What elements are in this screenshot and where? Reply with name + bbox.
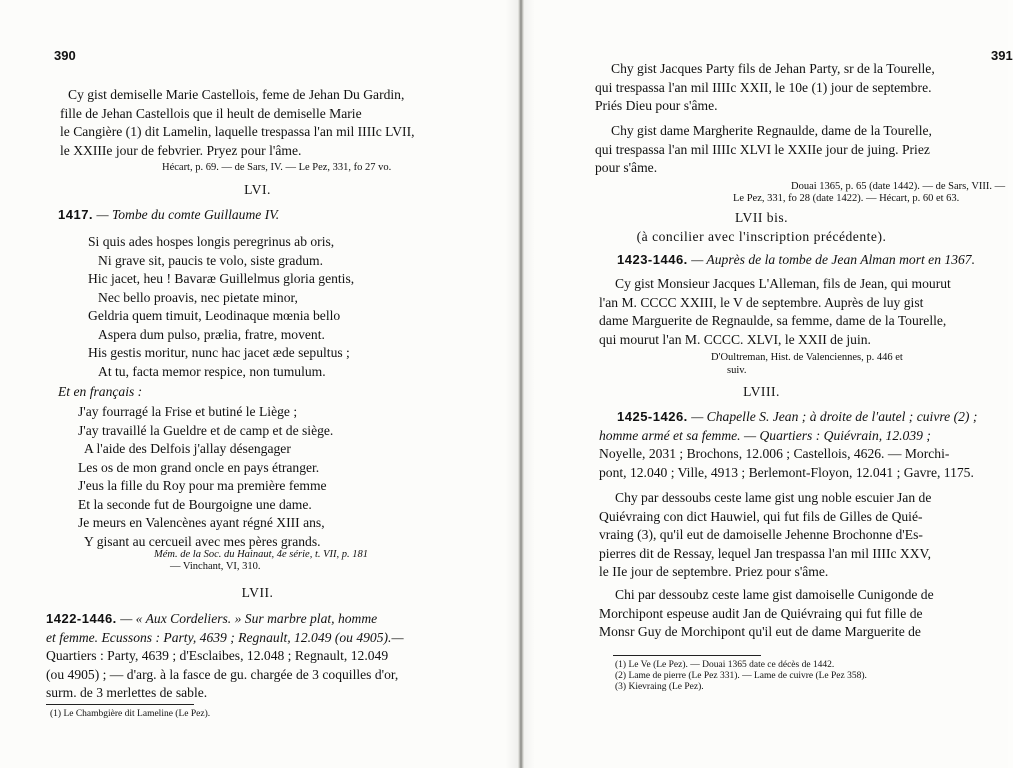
text-line: qui trespassa l'an mil IIIIc XXII, le 10e (1) jour de septembre. (595, 79, 932, 95)
footnote-rule (46, 704, 194, 705)
text-line: Priés Dieu pour s'âme. (595, 98, 718, 113)
footnote-rule (613, 655, 761, 656)
footnotes (615, 660, 867, 693)
text-line: Chy gist Jacques Party fils de Jehan Party, sr de la Tourelle, (611, 61, 935, 76)
source-reference: Douai 1365, p. 65 (date 1442). — de Sars, VIII. — (791, 181, 1006, 192)
entry-number: 1417. (58, 207, 94, 222)
entry-number: 1423-1446. (617, 252, 688, 267)
verse-line: Ni grave sit, paucis te volo, siste gradum. (98, 252, 324, 268)
entry-text: — Chapelle S. Jean ; à droite de l'autel ; cuivre (2) ; (691, 409, 978, 424)
entry-1425 (599, 408, 978, 482)
entry-text: Noyelle, 2031 ; Brochons, 12.006 ; Castellois, 4626. — Morchi- (599, 446, 950, 461)
text-line: Morchipont espeuse audit Jan de Quiévraing qui fut fille de (599, 605, 923, 621)
verse-line: At tu, facta memor respice, non tumulum. (98, 363, 326, 379)
quievraing-inscription (599, 489, 931, 582)
verse-line: Et la seconde fut de Bourgoigne une dame. (78, 496, 312, 512)
text-line: l'an M. CCCC XXIII, le V de septembre. Auprès de luy gist (599, 294, 924, 310)
entry-number: 1425-1426. (617, 409, 688, 424)
verse-line: His gestis moritur, nunc hac jacet æde sepultus ; (88, 345, 350, 360)
text-line: vraing (3), qu'il eut de damoiselle Jehenne Brochonne d'Es- (599, 527, 923, 542)
text-line: dame Marguerite de Regnaulde, sa femme, dame de la Tourelle, (599, 313, 947, 328)
footnote: (3) Kievraing (Le Pez). (615, 682, 704, 692)
section-heading: LVII. (241, 585, 274, 600)
verse-line: J'ay fourragé la Frise et butiné le Liège ; (78, 404, 298, 419)
text-line: fille de Jehan Castellois que il heult de demiselle Marie (60, 105, 362, 121)
verse-line: Y gisant au cercueil avec mes pères grands. (84, 533, 321, 549)
entry-text: — « Aux Cordeliers. » Sur marbre plat, homme (120, 611, 378, 626)
footnote: (1) Le Ve (Le Pez). — Douai 1365 date ce décès de 1442. (615, 660, 835, 670)
verse-line: Je meurs en Valencènes ayant régné XIII ans, (78, 515, 325, 530)
text-line: Cy gist demiselle Marie Castellois, feme de Jehan Du Gardin, (68, 87, 405, 102)
entry-text: (ou 4905) ; — d'arg. à la fasce de gu. chargée de 3 coquilles d'or, (46, 666, 399, 682)
text-line: pour s'âme. (595, 160, 658, 175)
entry-text: homme armé et sa femme. — Quartiers : Quiévrain, 12.039 ; (599, 427, 931, 443)
text-line: le IIe jour de septembre. Priez pour s'âme. (599, 564, 829, 579)
text-line: qui mourut l'an M. CCCC. XLVI, le XXII de juin. (599, 331, 871, 347)
verse-line: J'eus la fille du Roy pour ma première femme (78, 478, 327, 493)
verse-line: J'ay travaillé la Gueldre et de camp et de siège. (78, 422, 334, 438)
verse-line: Aspera dum pulso, prælia, fratre, movent. (98, 326, 325, 342)
verse-line: A l'aide des Delfois j'allay désengager (84, 441, 291, 456)
french-epitaph (78, 403, 333, 551)
text-line: Chi par dessoubz ceste lame gist damoiselle Cunigonde de (615, 587, 934, 602)
text-line: Chy gist dame Margherite Regnaulde, dame de la Tourelle, (611, 123, 932, 138)
right-page (515, 0, 1013, 768)
alleman-inscription (599, 275, 951, 349)
entry-number: 1422-1446. (46, 611, 117, 626)
text-line: qui trespassa l'an mil IIIIc XLVI le XXIIe jour de juing. Priez (595, 141, 930, 157)
source-reference: Le Pez, 331, fo 28 (date 1422). — Hécart, p. 60 et 63. (733, 193, 960, 204)
entry-text: pont, 12.040 ; Ville, 4913 ; Berlemont-Floyon, 12.041 ; Gavre, 1175. (599, 464, 974, 480)
entry-text: surm. de 3 merlettes de sable. (46, 685, 208, 700)
source-reference: suiv. (727, 365, 747, 376)
section-heading: LVI. (244, 182, 271, 197)
entry-heading-1423 (617, 252, 975, 268)
source-reference (711, 352, 903, 364)
page-number: 390 (54, 48, 76, 63)
party-inscription (595, 60, 935, 116)
entry-heading-1417 (58, 207, 279, 223)
footnote: (2) Lame de pierre (Le Pez 331). — Lame de cuivre (Le Pez 358). (615, 671, 867, 681)
intro-inscription (60, 86, 415, 160)
entry-title: — Auprès de la tombe de Jean Alman mort en 1367. (691, 252, 975, 267)
translation-label: Et en français : (58, 384, 143, 399)
text-line: Cy gist Monsieur Jacques L'Alleman, fils de Jean, qui mourut (615, 276, 951, 291)
section-heading: LVII bis. (734, 210, 789, 225)
regnaulde-inscription (595, 122, 932, 178)
entry-1422 (46, 610, 404, 703)
verse-line: Si quis ades hospes longis peregrinus ab oris, (88, 234, 335, 249)
entry-title: — Tombe du comte Guillaume IV. (96, 207, 280, 222)
source-reference-text: D'Oultreman, Hist. de Valenciennes, p. 446 et (711, 352, 903, 363)
text-line: le XXIIIe jour de febvrier. Pryez pour l'âme. (60, 142, 302, 158)
text-line: le Cangière (1) dit Lamelin, laquelle trespassa l'an mil IIIIc LVII, (60, 124, 415, 139)
text-line: Monsr Guy de Morchipont qu'il eut de dame Marguerite de (599, 624, 921, 639)
entry-text: et femme. Ecussons : Party, 4639 ; Regnault, 12.049 (ou 4905).— (46, 629, 404, 645)
source-reference: Mém. de la Soc. du Hainaut, 4e série, t. VII, p. 181 (154, 549, 369, 560)
latin-epitaph (88, 233, 354, 381)
entry-text: Quartiers : Party, 4639 ; d'Esclaibes, 12.048 ; Regnault, 12.049 (46, 648, 389, 663)
source-reference: Hécart, p. 69. — de Sars, IV. — Le Pez, 331, fo 27 vo. (162, 162, 392, 173)
section-note: (à concilier avec l'inscription précédente). (636, 229, 887, 244)
verse-line: Les os de mon grand oncle en pays étranger. (78, 459, 320, 475)
page-number: 391 (991, 48, 1013, 63)
footnote: (1) Le Chambgière dit Lameline (Le Pez). (50, 709, 211, 719)
section-heading: LVIII. (743, 384, 780, 399)
text-line: pierres dit de Ressay, lequel Jan trespassa l'an mil IIIIc XXV, (599, 545, 932, 561)
morchipont-inscription (599, 586, 934, 642)
source-reference: — Vinchant, VI, 310. (170, 561, 261, 572)
text-line: Chy par dessoubs ceste lame gist ung noble escuier Jan de (615, 490, 932, 505)
text-line: Quiévraing con dict Hauwiel, qui fut fils de Gilles de Quié- (599, 508, 923, 524)
verse-line: Hic jacet, heu ! Bavaræ Guillelmus gloria gentis, (88, 271, 355, 286)
verse-line: Geldria quem timuit, Leodinaque mœnia bello (88, 308, 341, 323)
verse-line: Nec bello proavis, nec pietate minor, (98, 289, 298, 305)
